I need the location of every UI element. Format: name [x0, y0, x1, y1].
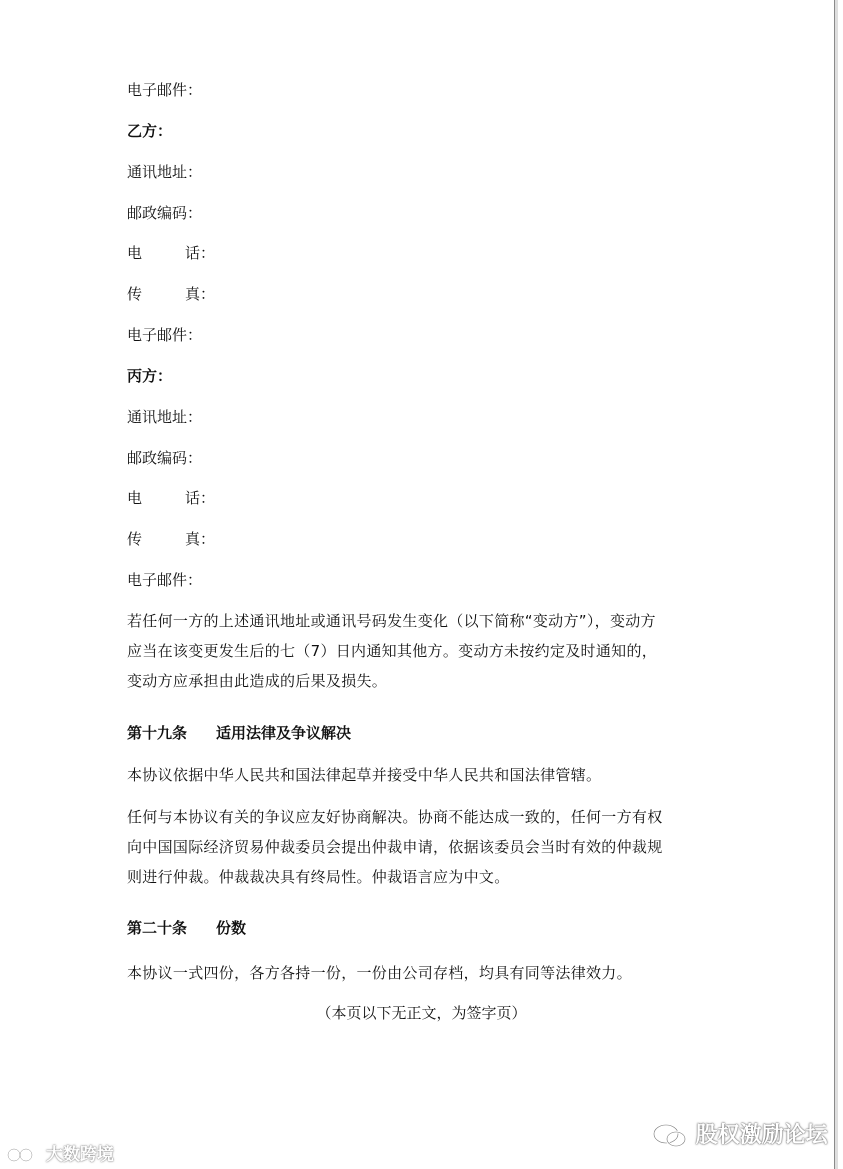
- party-c-heading: 丙方：: [127, 367, 173, 385]
- party-b-address-label: 通讯地址：: [127, 163, 203, 181]
- party-b-email-label: 电子邮件：: [127, 326, 203, 344]
- party-c-phone-label: [127, 488, 215, 508]
- party-b-fax-label: [127, 284, 215, 304]
- party-c-phone-char2: 话：: [185, 489, 216, 507]
- party-b-phone-char1: 电: [127, 244, 143, 262]
- page-edge: [834, 0, 835, 1169]
- wechat-icon: [652, 1123, 688, 1149]
- party-b-fax-char2: 真：: [185, 285, 216, 303]
- article-20-para1-text: 本协议一式四份，各方各持一份，一份由公司存档，均具有同等法律效力。: [127, 964, 632, 982]
- change-notice-paragraph: [127, 606, 717, 696]
- article-20-title: 份数: [216, 919, 247, 937]
- party-b-heading: 乙方：: [127, 122, 173, 140]
- party-b-phone-label: [127, 243, 215, 263]
- article-19-number: 第十九条: [127, 724, 188, 742]
- party-b-phone-char2: 话：: [185, 244, 216, 262]
- article-19-para2-line: 任何与本协议有关的争议应友好协商解决。协商不能达成一致的，任何一方有权: [127, 808, 663, 826]
- party-b-fax-char1: 传: [127, 285, 143, 303]
- article-19-title: 适用法律及争议解决: [216, 724, 352, 742]
- party-c-postcode-label: 邮政编码：: [127, 449, 203, 467]
- party-c-fax-char1: 传: [127, 530, 143, 548]
- signature-page-note: （本页以下无正文，为签字页）: [316, 1004, 527, 1022]
- article-19-paragraph-2: [127, 802, 717, 892]
- change-notice-line: 应当在该变更发生后的七（7）日内通知其他方。变动方未按约定及时通知的，: [127, 642, 658, 660]
- party-b-postcode-label: 邮政编码：: [127, 204, 203, 222]
- article-19-paragraph-1: [127, 760, 717, 790]
- party-c-fax-char2: 真：: [185, 530, 216, 548]
- watermark-logo-icon: [6, 1146, 40, 1164]
- page-edge-shadow: [835, 0, 838, 1169]
- article-19-para2-line: 则进行仲裁。仲裁裁决具有终局性。仲裁语言应为中文。: [127, 868, 510, 886]
- party-c-fax-label: [127, 529, 215, 549]
- article-20-paragraph-1: [127, 958, 717, 988]
- watermark-left: [6, 1140, 114, 1165]
- watermark-right: [652, 1118, 828, 1149]
- change-notice-line: 变动方应承担由此造成的后果及损失。: [127, 672, 388, 690]
- party-c-email-label: 电子邮件：: [127, 571, 203, 589]
- watermark-left-text: 大数跨境: [45, 1145, 114, 1165]
- watermark-right-text: 股权激励论坛: [695, 1123, 828, 1148]
- article-19-heading: [127, 723, 351, 743]
- party-c-address-label: 通讯地址：: [127, 408, 203, 426]
- article-19-para1-text: 本协议依据中华人民共和国法律起草并接受中华人民共和国法律管辖。: [127, 766, 602, 784]
- article-19-para2-line: 向中国国际经济贸易仲裁委员会提出仲裁申请，依据该委员会当时有效的仲裁规: [127, 838, 663, 856]
- article-20-number: 第二十条: [127, 919, 188, 937]
- article-20-heading: [127, 918, 246, 938]
- party-a-email-label: 电子邮件：: [127, 81, 203, 99]
- party-c-phone-char1: 电: [127, 489, 143, 507]
- change-notice-line: 若任何一方的上述通讯地址或通讯号码发生变化（以下简称“变动方”），变动方: [127, 612, 656, 630]
